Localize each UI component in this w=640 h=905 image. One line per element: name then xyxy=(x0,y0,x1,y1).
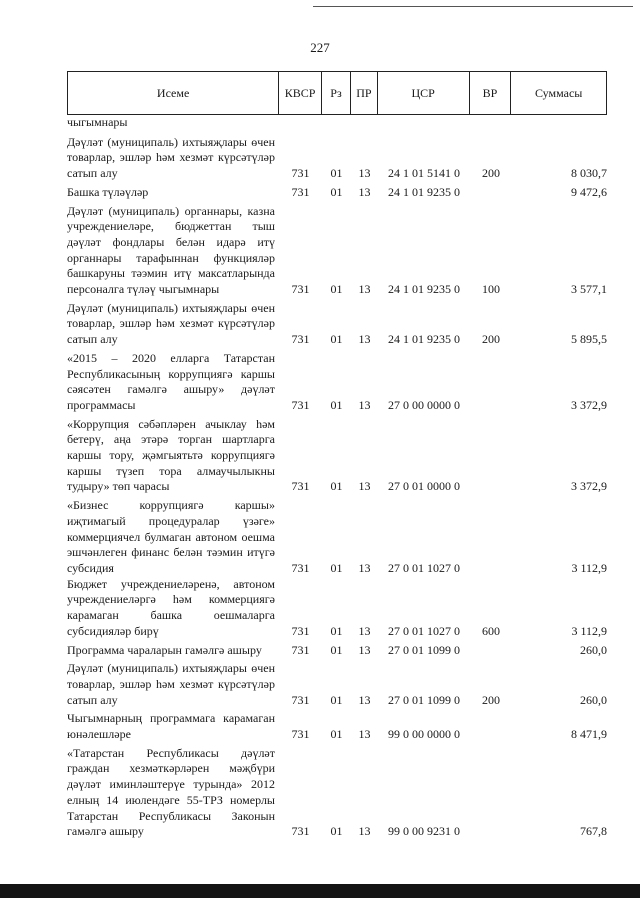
row-rz: 01 xyxy=(330,479,343,494)
row-csr: 24 1 01 9235 0 xyxy=(388,282,460,297)
row-name: Башка түләүләр xyxy=(67,184,149,199)
row-vr: 200 xyxy=(482,332,500,347)
row-rz: 01 xyxy=(330,184,343,199)
row-csr: 27 0 01 1099 0 xyxy=(388,642,460,657)
scan-edge-bar xyxy=(0,884,640,898)
row-kvsr: 731 xyxy=(291,727,310,742)
row-csr: 24 1 01 9235 0 xyxy=(388,184,460,199)
table-row xyxy=(67,115,607,131)
row-pr: 13 xyxy=(358,623,371,638)
row-rz: 01 xyxy=(330,560,343,575)
table-row xyxy=(67,135,607,182)
row-sum: 3 577,1 xyxy=(571,282,607,297)
row-name: Бюджет учреждениеләренә, автоном учреждениеләргә һәм коммерциягә карамаган башка оешмаларга субсидияләр бирү xyxy=(67,576,275,638)
table-row xyxy=(67,711,607,742)
row-rz: 01 xyxy=(330,692,343,707)
row-rz: 01 xyxy=(330,332,343,347)
row-vr: 200 xyxy=(482,166,500,181)
row-kvsr: 731 xyxy=(291,692,310,707)
table-row xyxy=(67,351,607,414)
row-csr: 99 0 00 9231 0 xyxy=(388,824,460,839)
row-sum: 5 895,5 xyxy=(571,332,607,347)
row-vr: 200 xyxy=(482,692,500,707)
row-kvsr: 731 xyxy=(291,560,310,575)
row-sum: 767,8 xyxy=(580,824,607,839)
row-vr: 100 xyxy=(482,282,500,297)
row-sum: 3 112,9 xyxy=(571,560,607,575)
row-kvsr: 731 xyxy=(291,166,310,181)
header-csr: ЦСР xyxy=(378,72,470,114)
table-header xyxy=(67,71,607,115)
row-name: «2015 – 2020 елларга Татарстан Республикасының коррупциягә каршы сәясәтен гамәлгә ашыру» дәүләт программасы xyxy=(67,350,275,412)
row-csr: 27 0 01 1027 0 xyxy=(388,623,460,638)
row-rz: 01 xyxy=(330,642,343,657)
page-number: 227 xyxy=(310,40,330,55)
row-pr: 13 xyxy=(358,727,371,742)
row-rz: 01 xyxy=(330,397,343,412)
header-pr: ПР xyxy=(351,72,378,114)
row-kvsr: 731 xyxy=(291,623,310,638)
row-sum: 260,0 xyxy=(580,692,607,707)
table-row xyxy=(67,746,607,840)
row-pr: 13 xyxy=(358,479,371,494)
row-kvsr: 731 xyxy=(291,184,310,199)
header-sum: Суммасы xyxy=(534,85,583,100)
row-csr: 27 0 01 0000 0 xyxy=(388,479,460,494)
table-row xyxy=(67,417,607,496)
row-pr: 13 xyxy=(358,560,371,575)
row-sum: 8 471,9 xyxy=(571,727,607,742)
row-name: чыгымнары xyxy=(67,115,128,129)
row-kvsr: 731 xyxy=(291,397,310,412)
row-pr: 13 xyxy=(358,642,371,657)
row-kvsr: 731 xyxy=(291,642,310,657)
row-name: Программа чараларын гамәлгә ашыру xyxy=(67,642,262,657)
row-sum: 3 112,9 xyxy=(571,623,607,638)
header-rz: Рз xyxy=(322,72,351,114)
row-sum: 8 030,7 xyxy=(571,166,607,181)
row-sum: 3 372,9 xyxy=(571,479,607,494)
row-sum: 9 472,6 xyxy=(571,184,607,199)
row-rz: 01 xyxy=(330,282,343,297)
row-name: Дәүләт (муниципаль) ихтыяҗлары өчен товарлар, эшләр һәм хезмәт күрсәтүләр сатып алу xyxy=(67,134,275,181)
table-body xyxy=(67,115,607,840)
row-sum: 260,0 xyxy=(580,642,607,657)
row-pr: 13 xyxy=(358,166,371,181)
table-row xyxy=(67,498,607,577)
table-row xyxy=(67,204,607,298)
row-name: Дәүләт (муниципаль) органнары, казна учреждениеләре, бюджеттан тыш дәүләт фондлары белән идарә итү органнары тарафыннан функцияләр башкаруны тәэмин итү максатларында персоналга түләү чыгымнары xyxy=(67,203,275,297)
row-sum: 3 372,9 xyxy=(571,397,607,412)
row-pr: 13 xyxy=(358,282,371,297)
row-name: Дәүләт (муниципаль) ихтыяҗлары өчен товарлар, эшләр һәм хезмәт күрсәтүләр сатып алу xyxy=(67,661,275,707)
row-kvsr: 731 xyxy=(291,332,310,347)
header-name: Исеме xyxy=(68,72,279,114)
row-csr: 99 0 00 0000 0 xyxy=(388,727,460,742)
row-pr: 13 xyxy=(358,397,371,412)
row-kvsr: 731 xyxy=(291,479,310,494)
table-row xyxy=(67,301,607,348)
row-pr: 13 xyxy=(358,332,371,347)
row-name: «Бизнес коррупциягә каршы» иҗтимагый процедуралар үзәге» коммерциячел булмаган автоном оешма эшчәнлеген финанс белән тәэмин итүгә субсидия xyxy=(67,498,275,575)
row-csr: 24 1 01 5141 0 xyxy=(388,166,460,181)
row-rz: 01 xyxy=(330,166,343,181)
row-name: Чыгымнарның программага карамаган юнәлешләре xyxy=(67,711,275,742)
table-row xyxy=(67,661,607,708)
row-rz: 01 xyxy=(330,727,343,742)
row-kvsr: 731 xyxy=(291,282,310,297)
row-name: «Татарстан Республикасы дәүләт граждан хезмәткәрләрен мәҗбүри дәүләт иминләштерүе турында» 2012 елның 14 июлендәге 55-ТРЗ номерлы Татарстан Республикасы Законын гамәлгә ашыру xyxy=(67,745,275,839)
row-rz: 01 xyxy=(330,623,343,638)
row-kvsr: 731 xyxy=(291,824,310,839)
row-vr: 600 xyxy=(482,623,500,638)
header-kvsr: КВСР xyxy=(279,72,322,114)
row-rz: 01 xyxy=(330,824,343,839)
row-pr: 13 xyxy=(358,184,371,199)
header-vr: ВР xyxy=(470,72,512,114)
row-pr: 13 xyxy=(358,824,371,839)
row-csr: 24 1 01 9235 0 xyxy=(388,332,460,347)
table-row xyxy=(67,643,607,659)
row-csr: 27 0 00 0000 0 xyxy=(388,397,460,412)
row-name: «Коррупция сәбәпләрен ачыклау һәм бетерү, аңа этәрә торган шартларга каршы тору, җәмгыятьтә коррупциягә каршы түзеп тора алмаучылыкны тудыру» төп чарасы xyxy=(67,416,275,494)
row-csr: 27 0 01 1099 0 xyxy=(388,692,460,707)
row-pr: 13 xyxy=(358,692,371,707)
top-rule xyxy=(313,6,633,7)
row-csr: 27 0 01 1027 0 xyxy=(388,560,460,575)
row-name: Дәүләт (муниципаль) ихтыяҗлары өчен товарлар, эшләр һәм хезмәт күрсәтүләр сатып алу xyxy=(67,300,275,347)
table-row xyxy=(67,185,607,201)
table-row xyxy=(67,577,607,640)
